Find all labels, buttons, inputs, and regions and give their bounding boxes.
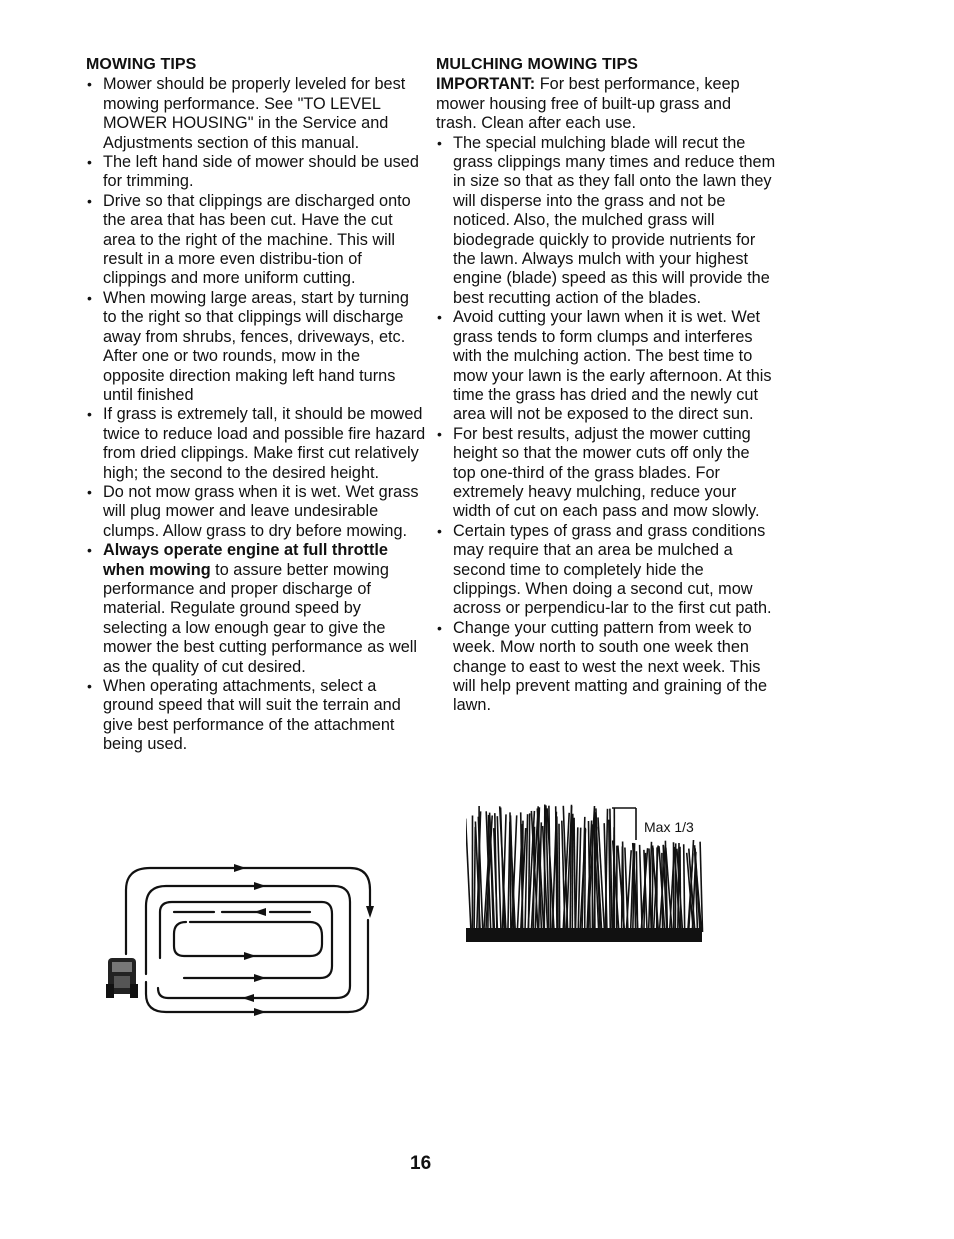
max-cut-label: Max 1/3 <box>644 819 694 835</box>
list-item: • Certain types of grass and grass conditions may require that an area be mulched a second time to completely hide the clippings. When doing a second cut, mow across or perpendicu-lar to the first cut path. <box>436 522 776 619</box>
arrow-icon <box>366 906 374 918</box>
arrow-icon <box>254 1008 266 1016</box>
arrow-icon <box>242 994 254 1002</box>
mulching-tips-heading: MULCHING MOWING TIPS <box>436 56 638 73</box>
list-item: • If grass is extremely tall, it should be mowed twice to reduce load and possible fire hazard from dried clippings. Make first cut relatively high; the second to the desired height. <box>86 405 426 483</box>
grass-blade <box>684 844 685 932</box>
cut-height-bracket <box>612 808 636 840</box>
mowing-tips-heading: MOWING TIPS <box>86 56 197 73</box>
throttle-text: to assure better mowing performance and proper discharge of material. Regulate ground speed by selecting a low enough gear to give the mower the best cutting performance as well as the quality of cut desired. <box>103 560 418 676</box>
important-text: For best performance, keep mower housing free of built-up grass and trash. Clean after each use. <box>436 75 740 133</box>
arrow-icon <box>254 974 266 982</box>
lawn-tractor-icon <box>106 958 138 998</box>
grass-blade <box>574 818 575 932</box>
list-item <box>86 541 426 677</box>
page-number: 16 <box>410 1153 432 1174</box>
pattern-path-third <box>160 902 332 978</box>
list-item: • Mower should be properly leveled for best mowing performance. See "TO LEVEL MOWER HOUSING" in the Service and Adjustments section of this manual. <box>86 75 426 153</box>
list-item: • For best results, adjust the mower cutting height so that the mower cuts off only the top one-third of the grass blades. For extremely heavy mulching, reduce your width of cut on each pass and mow slowly. <box>436 425 776 522</box>
grass-blade <box>466 819 471 932</box>
important-note <box>436 75 776 133</box>
grass-blade <box>585 828 586 932</box>
list-item: • Do not mow grass when it is wet. Wet grass will plug mower and leave undesirable clumps. Allow grass to dry before mowing. <box>86 483 426 541</box>
list-item: • When mowing large areas, start by turning to the right so that clippings will discharge away from shrubs, fences, driveways, etc. After one or two rounds, mow in the opposite direction making left hand turns until finished <box>86 289 426 405</box>
grass-blade <box>559 824 560 932</box>
pattern-path-inner <box>174 922 322 956</box>
grass-blade <box>640 845 643 932</box>
grass-base <box>466 928 702 942</box>
arrow-icon <box>254 882 266 890</box>
list-item: • Change your cutting pattern from week to week. Mow north to south one week then change to east to west the next week. This will help prevent matting and graining of the lawn. <box>436 619 776 716</box>
grass-blade <box>474 827 475 932</box>
throttle-warning: Always operate engine at full throttle when mowing <box>103 541 388 579</box>
important-label: IMPORTANT: <box>436 75 536 94</box>
list-item: • Avoid cutting your lawn when it is wet. Wet grass tends to form clumps and interferes with the mulching action. The best time to mow your lawn is the early afternoon. At this time the grass has dried and the newly cut area will not be exposed to the direct sun. <box>436 308 776 424</box>
arrow-icon <box>234 864 246 872</box>
grass-blade <box>572 814 573 932</box>
mulching-tips-list <box>436 134 776 716</box>
list-item: • Drive so that clippings are discharged onto the area that has been cut. Have the cut area to the right of the machine. This will result in a more even distribu-tion of clippings and more uniform cutting. <box>86 192 426 289</box>
mowing-tips-section <box>86 55 426 755</box>
mowing-pattern-diagram <box>104 862 376 1020</box>
list-item: • The left hand side of mower should be used for trimming. <box>86 153 426 192</box>
list-item: • When operating attachments, select a ground speed that will suit the terrain and give best performance of the attachment being used. <box>86 677 426 755</box>
grass-blade <box>576 827 578 932</box>
arrow-icon <box>244 952 256 960</box>
mowing-tips-list <box>86 75 426 754</box>
mulching-tips-section <box>436 55 776 716</box>
list-item: • The special mulching blade will recut the grass clippings many times and reduce them in size so that as they fall onto the lawn they will disperse into the grass and not be noticed. Also, the mulched grass will biodegrade quickly to provide nutrients for the lawn. Always mulch with your highest engine (blade) speed as this will provide the best recutting action of the blades. <box>436 134 776 309</box>
arrow-icon <box>254 908 266 916</box>
